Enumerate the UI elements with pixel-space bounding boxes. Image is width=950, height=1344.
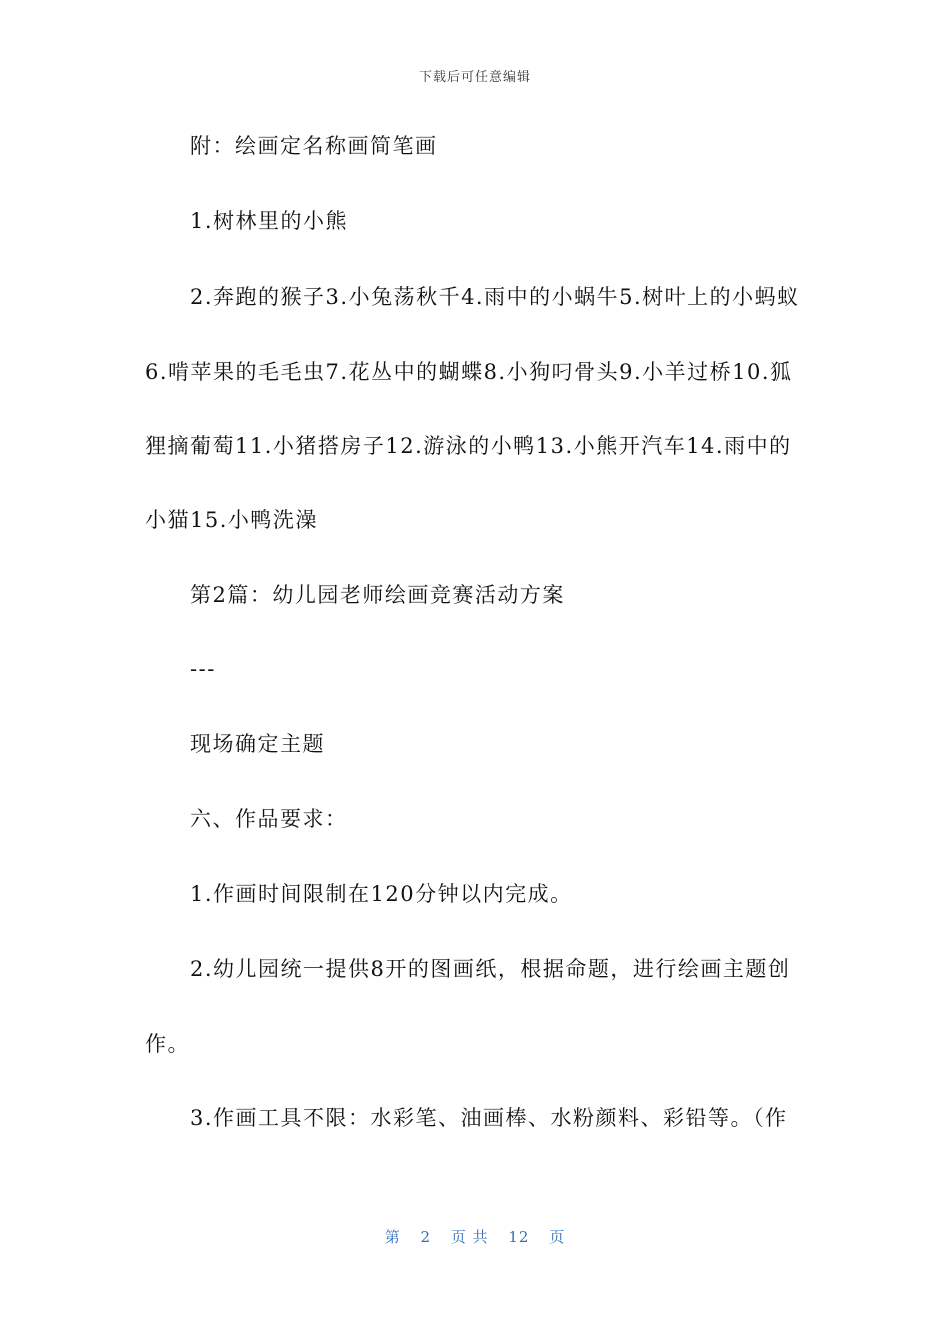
- separator-text: ---: [190, 657, 216, 681]
- current-page-number: 2: [420, 1228, 432, 1246]
- subsection-heading: 六、作品要求：: [190, 807, 348, 831]
- requirement-item: 3.作画工具不限：水彩笔、油画棒、水粉颜料、彩铅等。（作: [190, 1106, 788, 1130]
- list-item: 6.啃苹果的毛毛虫7.花丛中的蝴蝶8.小狗叼骨头9.小羊过桥10.狐: [145, 360, 793, 384]
- page-label-suffix: 页: [549, 1228, 566, 1246]
- total-pages-number: 12: [508, 1228, 530, 1246]
- appendix-heading: 附：绘画定名称画简笔画: [190, 134, 438, 158]
- paragraph: 现场确定主题: [190, 732, 325, 756]
- page-header: 下载后可任意编辑: [418, 70, 531, 85]
- section-heading: 第2篇：幼儿园老师绘画竞赛活动方案: [190, 583, 565, 607]
- list-item: 狸摘葡萄11.小猪搭房子12.游泳的小鸭13.小熊开汽车14.雨中的: [145, 434, 792, 458]
- list-item: 1.树林里的小熊: [190, 209, 349, 233]
- requirement-item: 1.作画时间限制在120分钟以内完成。: [190, 882, 573, 906]
- page-footer: [0, 1226, 950, 1247]
- requirement-item: 2.幼儿园统一提供8开的图画纸，根据命题，进行绘画主题创: [190, 957, 791, 981]
- page-label-middle: 页 共: [450, 1228, 489, 1246]
- list-item: 小猫15.小鸭洗澡: [145, 508, 318, 532]
- requirement-item-continued: 作。: [145, 1032, 190, 1056]
- page-label-prefix: 第: [384, 1228, 401, 1246]
- list-item: 2.奔跑的猴子3.小兔荡秋千4.雨中的小蜗牛5.树叶上的小蚂蚁: [190, 285, 800, 309]
